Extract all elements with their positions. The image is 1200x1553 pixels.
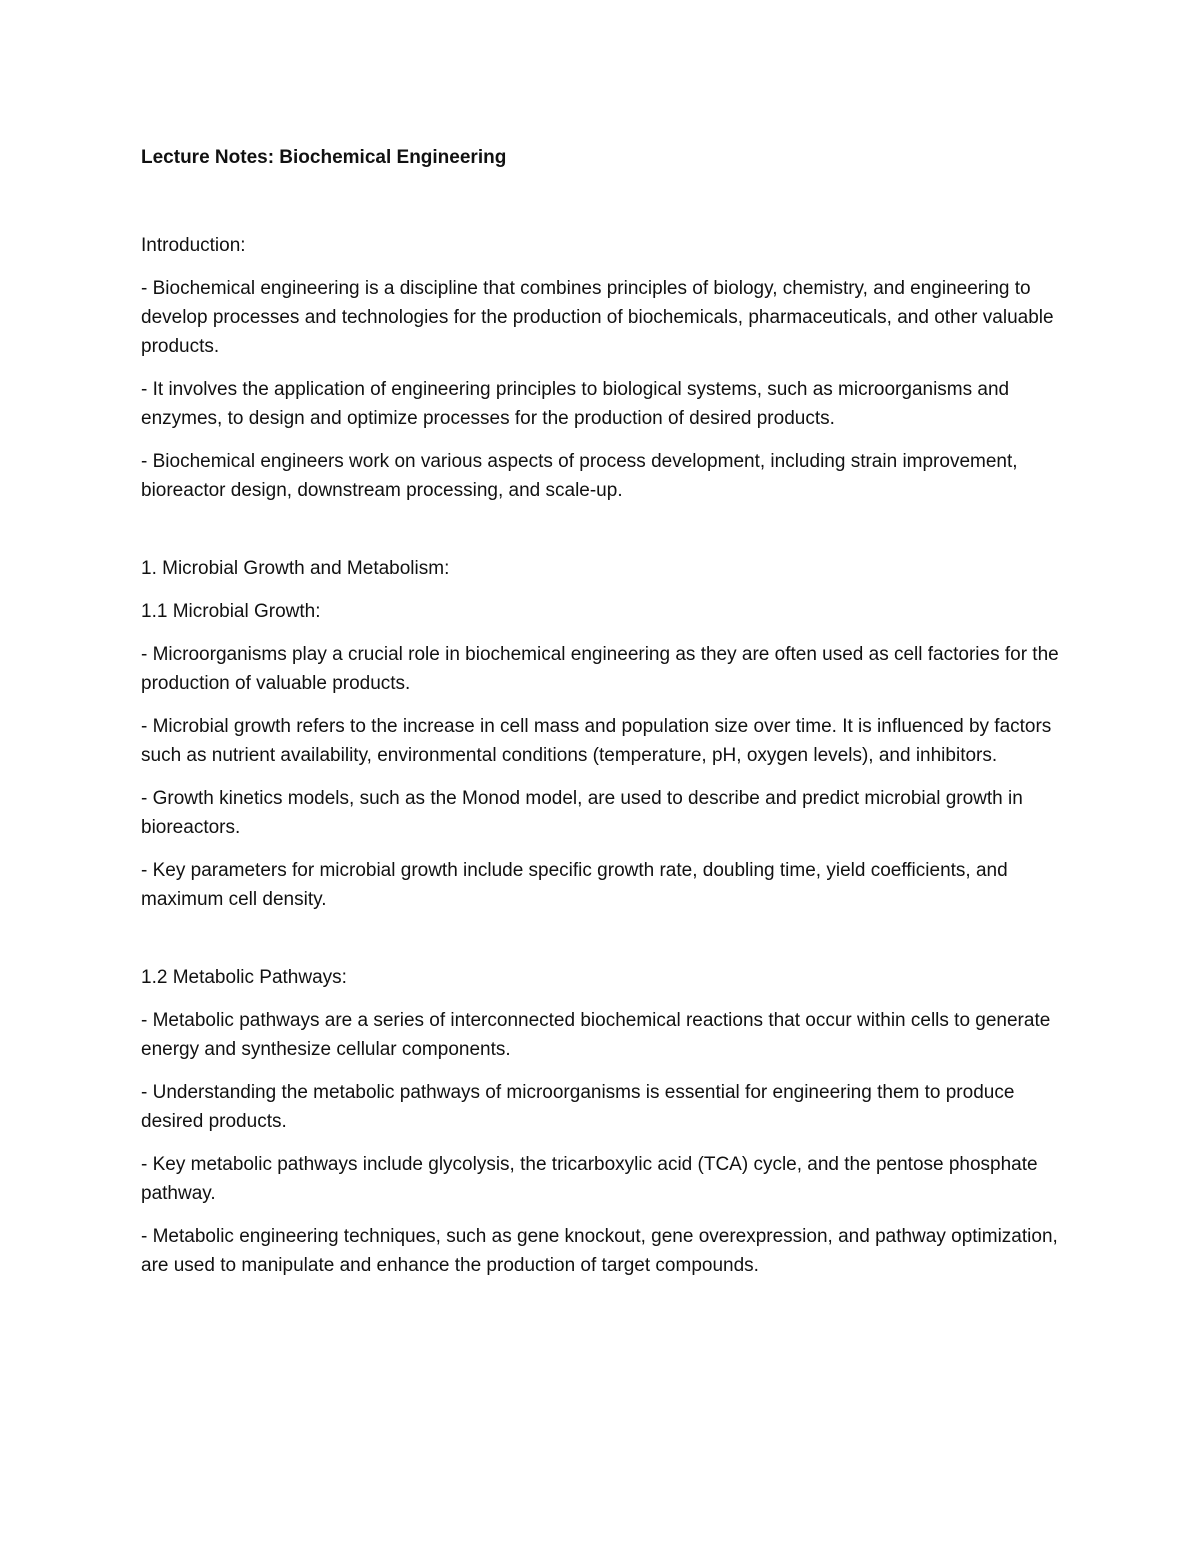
section-1-1-paragraph-4: - Key parameters for microbial growth include specific growth rate, doubling time, yield coefficients, and maximum cell density. (141, 860, 1008, 910)
section-1-1-paragraph-1: - Microorganisms play a crucial role in biochemical engineering as they are often used as cell factories for the production of valuable products. (141, 644, 1059, 694)
intro-paragraph-2: - It involves the application of engineering principles to biological systems, such as microorganisms and enzymes, to design and optimize processes for the production of desired products. (141, 379, 1010, 429)
section-1-2-paragraph-4: - Metabolic engineering techniques, such as gene knockout, gene overexpression, and pathway optimization, are used to manipulate and enhance the production of target compounds. (141, 1226, 1058, 1276)
section-1-1-paragraph-2: - Microbial growth refers to the increase in cell mass and population size over time. It is influenced by factors such as nutrient availability, environmental conditions (temperature, pH, oxygen levels), and inhibitors. (141, 716, 1052, 766)
section-1-1-heading: 1.1 Microbial Growth: (141, 601, 321, 622)
section-1-2-paragraph-2: - Understanding the metabolic pathways of microorganisms is essential for engineering them to produce desired products. (141, 1082, 1015, 1132)
intro-paragraph-3: - Biochemical engineers work on various aspects of process development, including strain improvement, bioreactor design, downstream processing, and scale-up. (141, 451, 1018, 501)
section-1-2-paragraph-1: - Metabolic pathways are a series of interconnected biochemical reactions that occur within cells to generate energy and synthesize cellular components. (141, 1010, 1051, 1060)
section-1-1-paragraph-3: - Growth kinetics models, such as the Monod model, are used to describe and predict microbial growth in bioreactors. (141, 788, 1023, 838)
section-1-2-heading: 1.2 Metabolic Pathways: (141, 967, 347, 988)
spacer (141, 519, 1066, 554)
document-body (141, 143, 1066, 1294)
intro-paragraph-1: - Biochemical engineering is a discipline that combines principles of biology, chemistry, and engineering to develop processes and technologies for the production of biochemicals, pharmaceuticals, and other valuable products. (141, 278, 1054, 357)
intro-heading: Introduction: (141, 235, 246, 256)
document-title: Lecture Notes: Biochemical Engineering (141, 147, 507, 168)
section-1-2-paragraph-3: - Key metabolic pathways include glycolysis, the tricarboxylic acid (TCA) cycle, and the pentose phosphate pathway. (141, 1154, 1038, 1204)
section-1-heading: 1. Microbial Growth and Metabolism: (141, 558, 450, 579)
spacer (141, 928, 1066, 963)
